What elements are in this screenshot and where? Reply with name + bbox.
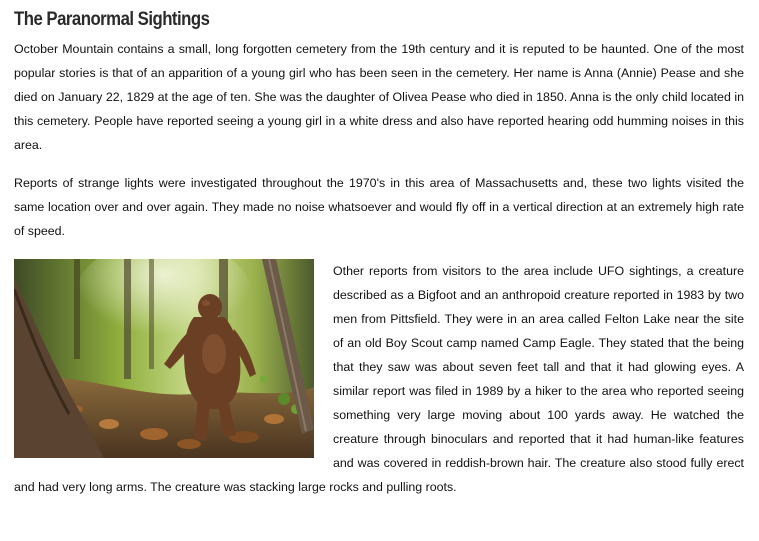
paragraph-cemetery: October Mountain contains a small, long forgotten cemetery from the 19th century and it is reputed to be haunted. One of the most popular stories is that of an apparition of a young girl who has been seen in the cemetery. Her name is Anna (Annie) Pease and she died on January 22, 1829 at the age of ten. She was the daughter of Olivea Pease who died in 1850. Anna is the only child located in this cemetery. People have reported seeing a young girl in a white dress and also have reported hearing odd humming noises in this area. (14, 42, 744, 152)
sightings-section (14, 259, 744, 499)
page-title: The Paranormal Sightings (14, 8, 210, 30)
article (14, 6, 744, 499)
paragraph-other-reports: Other reports from visitors to the area include UFO sightings, a creature described as a Bigfoot and an anthropoid creature reported in 1983 by two men from Pittsfield. They were in an area called Felton Lake near the site of an old Boy Scout camp named Camp Eagle. They stated that the being that they saw was about seven feet tall and that it had glowing eyes. A similar report was filed in 1989 by a hiker to the area who reported seeing something very large moving about 100 yards away. He watched the creature through binoculars and reported that it had human-like features and was covered in reddish-brown hair. The creature also stood fully erect and had very long arms. The creature was stacking large rocks and pulling roots. (14, 264, 744, 494)
bigfoot-photo (14, 259, 314, 458)
paragraph-strange-lights: Reports of strange lights were investigated throughout the 1970's in this area of Massachusetts and, these two lights visited the same location over and over again. They made no noise whatsoever and would fly off in a vertical direction at an extremely high rate of speed. (14, 176, 744, 238)
